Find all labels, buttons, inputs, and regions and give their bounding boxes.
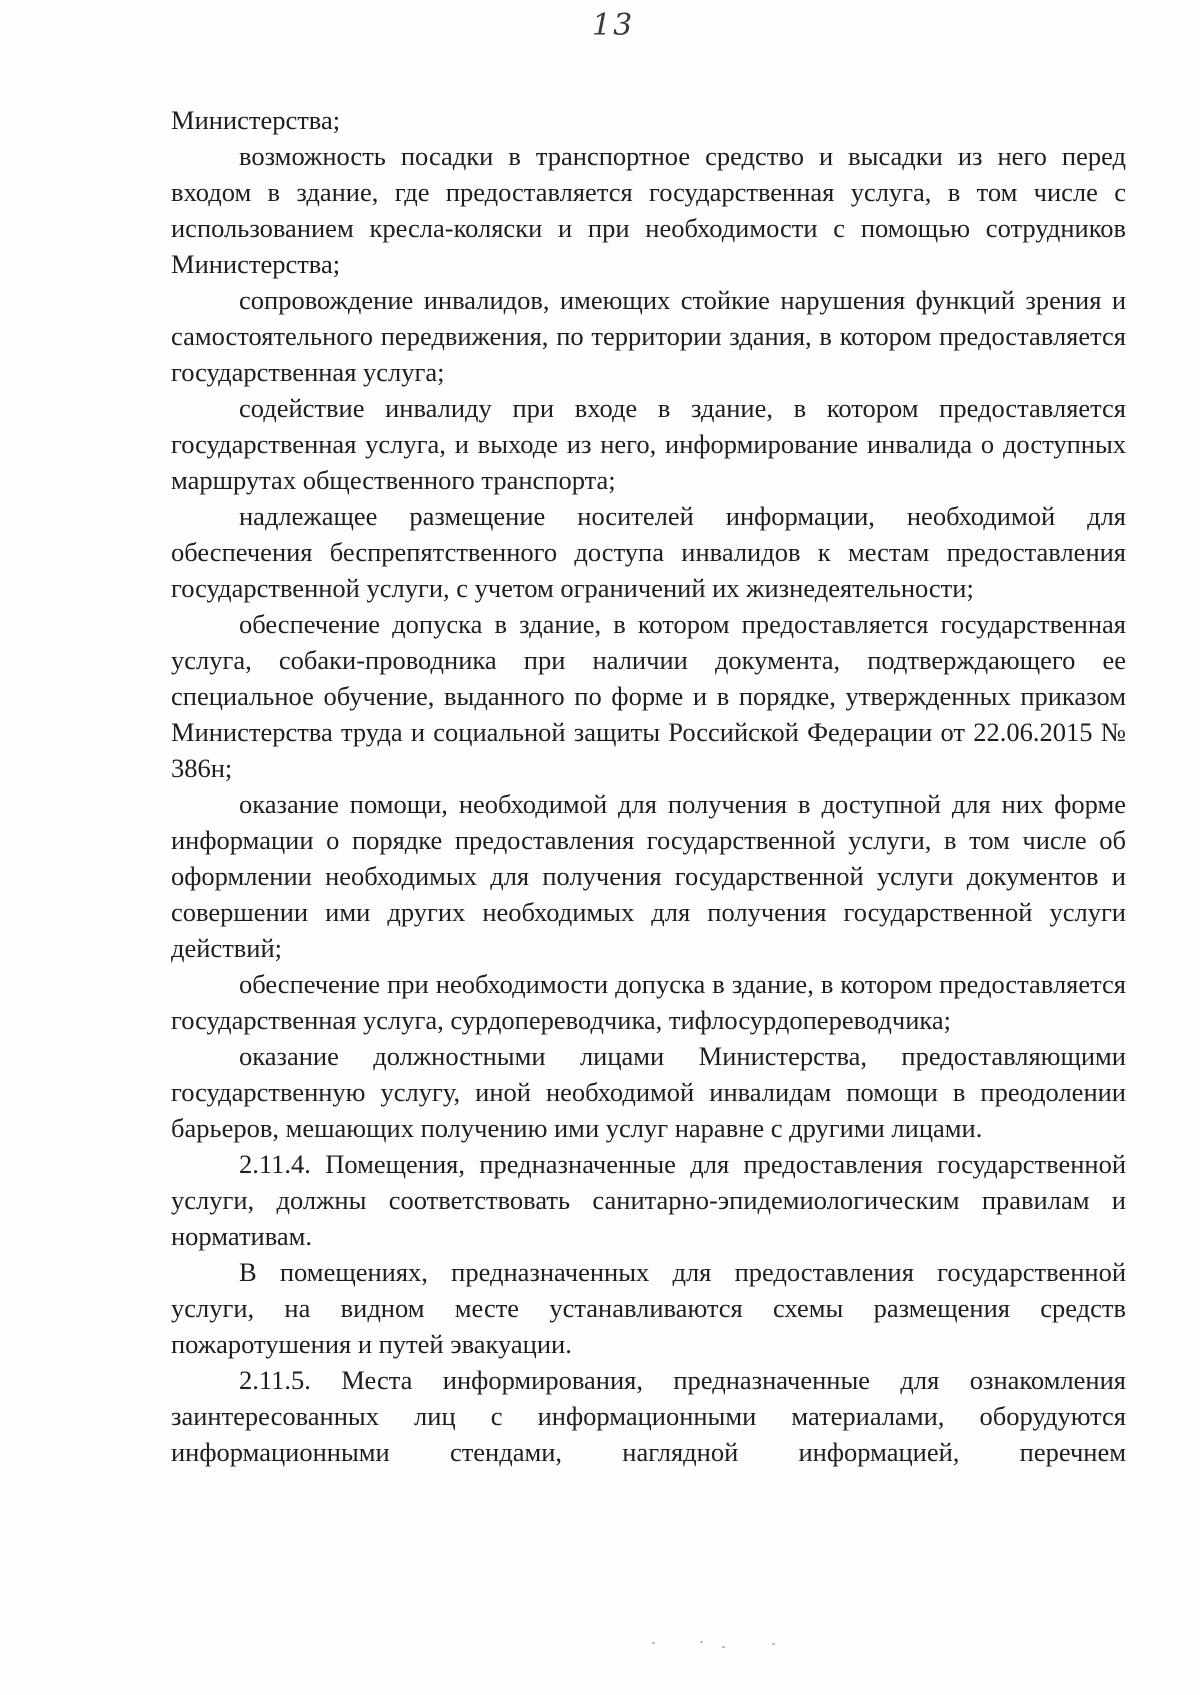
paragraph: сопровождение инвалидов, имеющих стойкие нарушения функций зрения и самостоятельного передвижения, по территории здания, в котором предоставляется государственная услуга; <box>171 285 1126 387</box>
paragraph: обеспечение при необходимости допуска в здание, в котором предоставляется государственная услуга, сурдопереводчика, тифлосурдопереводчика; <box>171 969 1126 1035</box>
paragraph: содействие инвалиду при входе в здание, в котором предоставляется государственная услуга, и выходе из него, информирование инвалида о доступных маршрутах общественного транспорта; <box>171 393 1126 495</box>
scan-speck <box>722 1646 725 1648</box>
paragraph: обеспечение допуска в здание, в котором предоставляется государственная услуга, собаки-проводника при наличии документа, подтверждающего ее специальное обучение, выданного по форме и в порядке, утвержденных приказом Министерства труда и социальной защиты Российской Федерации от 22.06.2015 № 386н; <box>171 609 1126 783</box>
document-body <box>171 102 1126 1470</box>
paragraph: надлежащее размещение носителей информации, необходимой для обеспечения беспрепятственного доступа инвалидов к местам предоставления государственной услуги, с учетом ограничений их жизнедеятельности; <box>171 501 1126 603</box>
paragraph: В помещениях, предназначенных для предоставления государственной услуги, на видном месте устанавливаются схемы размещения средств пожаротушения и путей эвакуации. <box>171 1257 1126 1359</box>
paragraph: оказание должностными лицами Министерства, предоставляющими государственную услугу, иной необходимой инвалидам помощи в преодолении барьеров, мешающих получению ими услуг наравне с другими лицами. <box>171 1041 1126 1143</box>
scan-speck <box>772 1643 775 1645</box>
paragraph: оказание помощи, необходимой для получения в доступной для них форме информации о порядке предоставления государственной услуги, в том числе об оформлении необходимых для получения государственной услуги документов и совершении ими других необходимых для получения государственной услуги действий; <box>171 789 1126 963</box>
handwritten-page-number: 13 <box>592 8 635 43</box>
scan-speck <box>652 1642 655 1644</box>
paragraph: Министерства; <box>171 105 341 135</box>
paragraph: возможность посадки в транспортное средство и высадки из него перед входом в здание, где предоставляется государственная услуга, в том числе с использованием кресла-коляски и при необходимости с помощью сотрудников Министерства; <box>171 141 1126 279</box>
paragraph: 2.11.4. Помещения, предназначенные для предоставления государственной услуги, должны соответствовать санитарно-эпидемиологическим правилам и нормативам. <box>171 1149 1126 1251</box>
paragraph: 2.11.5. Места информирования, предназначенные для ознакомления заинтересованных лиц с информационными материалами, оборудуются информационными стендами, наглядной информацией, перечнем <box>171 1365 1126 1467</box>
scan-speck <box>700 1641 703 1643</box>
